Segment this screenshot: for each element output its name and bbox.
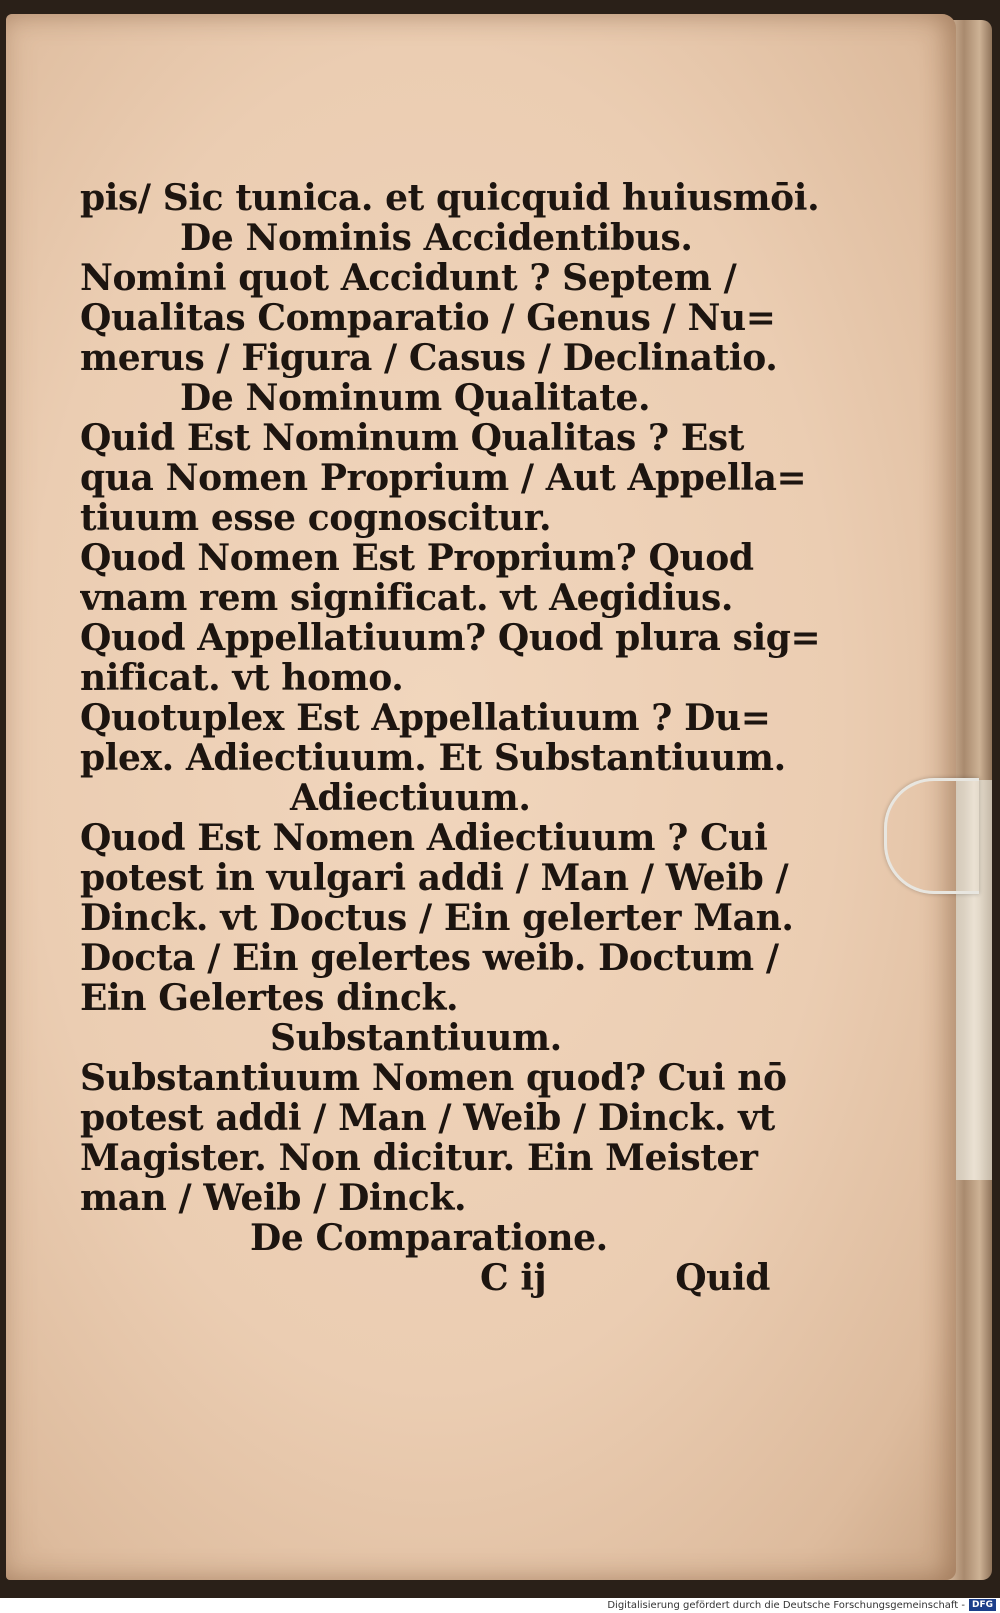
section-heading: Substantiuum. [270, 1018, 562, 1058]
section-heading: De Nominum Qualitate. [180, 378, 651, 418]
catchword: Quid [675, 1257, 770, 1299]
text-line: Ein Gelertes dinck. [80, 978, 459, 1018]
text-line: Magister. Non dicitur. Ein Meister [80, 1138, 758, 1178]
digitization-footer [0, 1598, 1000, 1613]
dfg-logo: DFG [969, 1599, 996, 1611]
text-line: Quod Appellatiuum? Quod plura sig= [80, 618, 820, 658]
text-line: nificat. vt homo. [80, 658, 404, 698]
text-line: Quod Nomen Est Proprium? Quod [80, 538, 754, 578]
text-line: Quid Est Nominum Qualitas ? Est [80, 418, 744, 458]
page-text [80, 178, 820, 1302]
text-line: merus / Figura / Casus / Declinatio. [80, 338, 778, 378]
text-line: man / Weib / Dinck. [80, 1178, 467, 1218]
section-heading: De Comparatione. [250, 1218, 608, 1258]
text-line: plex. Adiectiuum. Et Substantiuum. [80, 738, 786, 778]
text-line: qua Nomen Proprium / Aut Appella= [80, 458, 807, 498]
text-line: tiuum esse cognoscitur. [80, 498, 552, 538]
section-heading: De Nominis Accidentibus. [180, 218, 693, 258]
signature-mark: C ij [480, 1257, 547, 1299]
text-line: Quod Est Nomen Adiectiuum ? Cui [80, 818, 768, 858]
bleed-through-text [84, 1290, 284, 1370]
footer-text: Digitalisierung gefördert durch die Deutsche Forschungsgemeinschaft - [607, 1600, 965, 1611]
text-line: vnam rem significat. vt Aegidius. [80, 578, 733, 618]
text-line: Quotuplex Est Appellatiuum ? Du= [80, 698, 771, 738]
text-line: Dinck. vt Doctus / Ein gelerter Man. [80, 898, 794, 938]
text-line: Substantiuum Nomen quod? Cui nō [80, 1058, 787, 1098]
section-heading: Adiectiuum. [290, 778, 531, 818]
text-line: Nomini quot Accidunt ? Septem / [80, 258, 737, 298]
text-line: Qualitas Comparatio / Genus / Nu= [80, 298, 776, 338]
text-line: Docta / Ein gelertes weib. Doctum / [80, 938, 779, 978]
text-line: potest addi / Man / Weib / Dinck. vt [80, 1098, 775, 1138]
paper-clip [884, 778, 979, 894]
text-line: pis/ Sic tunica. et quicquid huiusmōi. [80, 178, 820, 218]
text-line: potest in vulgari addi / Man / Weib / [80, 858, 789, 898]
